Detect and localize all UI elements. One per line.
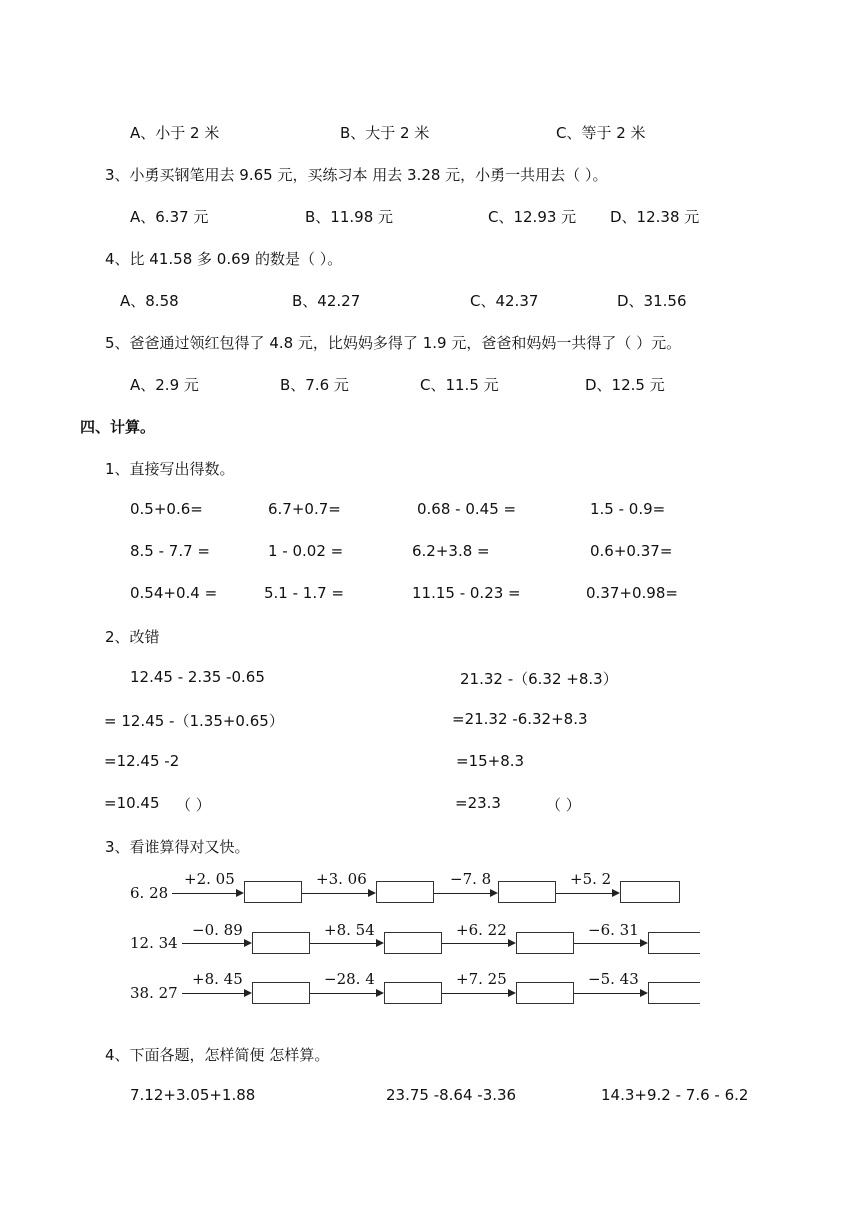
arrow-line (172, 893, 236, 894)
error-left-line: =12.45 -2 (104, 752, 180, 770)
arrow-right-icon (368, 889, 376, 897)
chain-operation: +6. 22 (456, 921, 507, 939)
answer-box[interactable] (516, 982, 574, 1004)
answer-box[interactable] (648, 932, 700, 954)
q5-option-c: C、11.5 元 (420, 376, 499, 394)
arrow-right-icon (376, 939, 384, 947)
section-title: 四、计算。 (80, 418, 156, 436)
q3-option-b: B、11.98 元 (305, 208, 394, 226)
error-left-line: 12.45 - 2.35 -0.65 (130, 668, 265, 686)
chain-start-value: 6. 28 (130, 884, 169, 902)
simplify-item: 23.75 -8.64 -3.36 (386, 1086, 517, 1104)
q4-option-b: B、42.27 (292, 292, 361, 310)
mental-calc-item: 0.54+0.4 = (130, 584, 218, 602)
arrow-line (556, 893, 612, 894)
arrow-line (442, 943, 508, 944)
answer-box[interactable] (252, 932, 310, 954)
mental-calc-item: 0.5+0.6= (130, 500, 203, 518)
arrow-right-icon (244, 989, 252, 997)
arrow-line (574, 943, 640, 944)
answer-box[interactable] (648, 982, 700, 1004)
chain-start-value: 38. 27 (130, 984, 178, 1002)
arrow-right-icon (640, 989, 648, 997)
q4-option-c: C、42.37 (470, 292, 539, 310)
arrow-line (182, 943, 244, 944)
arrow-right-icon (612, 889, 620, 897)
arrow-line (310, 943, 376, 944)
mental-calc-item: 0.6+0.37= (590, 542, 673, 560)
answer-box[interactable] (498, 881, 556, 903)
chain-operation: −6. 31 (588, 921, 639, 939)
arrow-right-icon (244, 939, 252, 947)
chain-operation: −28. 4 (324, 970, 375, 988)
judge-bracket-left: （ ） (176, 796, 211, 814)
answer-box[interactable] (376, 881, 434, 903)
arrow-right-icon (236, 889, 244, 897)
arrow-line (442, 993, 508, 994)
q4-option-d: D、31.56 (617, 292, 687, 310)
part1-title: 1、直接写出得数。 (105, 460, 235, 478)
arrow-right-icon (640, 939, 648, 947)
simplify-item: 7.12+3.05+1.88 (130, 1086, 256, 1104)
mental-calc-item: 5.1 - 1.7 = (264, 584, 344, 602)
chain-operation: +8. 45 (192, 970, 243, 988)
answer-box[interactable] (516, 932, 574, 954)
judge-bracket-right: （ ） (546, 796, 581, 814)
arrow-line (302, 893, 368, 894)
error-right-line: =15+8.3 (456, 752, 525, 770)
arrow-right-icon (508, 989, 516, 997)
mental-calc-item: 1.5 - 0.9= (590, 500, 666, 518)
arrow-line (434, 893, 490, 894)
answer-box[interactable] (244, 881, 302, 903)
q2-option-c: C、等于 2 米 (556, 124, 646, 142)
mental-calc-item: 1 - 0.02 = (268, 542, 344, 560)
q3-option-a: A、6.37 元 (130, 208, 209, 226)
error-right-line: 21.32 -（6.32 +8.3） (460, 670, 618, 688)
chain-operation: +3. 06 (316, 870, 367, 888)
arrow-line (310, 993, 376, 994)
mental-calc-item: 6.7+0.7= (268, 500, 341, 518)
q2-option-b: B、大于 2 米 (340, 124, 430, 142)
simplify-item: 14.3+9.2 - 7.6 - 6.2 (601, 1086, 749, 1104)
part3-title: 3、看谁算得对又快。 (105, 838, 250, 856)
q5-option-a: A、2.9 元 (130, 376, 199, 394)
arrow-line (182, 993, 244, 994)
q2-option-a: A、小于 2 米 (130, 124, 220, 142)
chain-start-value: 12. 34 (130, 934, 178, 952)
chain-operation: +2. 05 (184, 870, 235, 888)
mental-calc-item: 6.2+3.8 = (412, 542, 490, 560)
mental-calc-item: 11.15 - 0.23 = (412, 584, 521, 602)
answer-box[interactable] (384, 932, 442, 954)
q3-question: 3、小勇买钢笔用去 9.65 元，买练习本 用去 3.28 元，小勇一共用去（ ）。 (105, 166, 608, 184)
error-left-line: =10.45 (104, 794, 160, 812)
q4-option-a: A、8.58 (120, 292, 179, 310)
part2-title: 2、改错 (105, 628, 160, 646)
arrow-line (574, 993, 640, 994)
mental-calc-item: 0.37+0.98= (586, 584, 678, 602)
part4-title: 4、下面各题，怎样简便 怎样算。 (105, 1046, 330, 1064)
chain-operation: −0. 89 (192, 921, 243, 939)
arrow-right-icon (376, 989, 384, 997)
q3-option-d: D、12.38 元 (610, 208, 700, 226)
mental-calc-item: 8.5 - 7.7 = (130, 542, 210, 560)
chain-operation: −7. 8 (450, 870, 492, 888)
q3-option-c: C、12.93 元 (488, 208, 577, 226)
error-right-line: =21.32 -6.32+8.3 (452, 710, 588, 728)
mental-calc-item: 0.68 - 0.45 = (417, 500, 517, 518)
arrow-right-icon (490, 889, 498, 897)
q5-question: 5、爸爸通过领红包得了 4.8 元，比妈妈多得了 1.9 元，爸爸和妈妈一共得了（ ）元。 (105, 334, 682, 352)
answer-box[interactable] (252, 982, 310, 1004)
chain-operation: +7. 25 (456, 970, 507, 988)
chain-operation: +5. 2 (570, 870, 612, 888)
chain-operation: +8. 54 (324, 921, 375, 939)
q5-option-b: B、7.6 元 (280, 376, 349, 394)
q5-option-d: D、12.5 元 (585, 376, 665, 394)
error-left-line: = 12.45 -（1.35+0.65） (104, 712, 284, 730)
answer-box[interactable] (384, 982, 442, 1004)
answer-box[interactable] (620, 881, 680, 903)
q4-question: 4、比 41.58 多 0.69 的数是（ ）。 (105, 250, 343, 268)
arrow-right-icon (508, 939, 516, 947)
chain-operation: −5. 43 (588, 970, 639, 988)
error-right-line: =23.3 (455, 794, 501, 812)
